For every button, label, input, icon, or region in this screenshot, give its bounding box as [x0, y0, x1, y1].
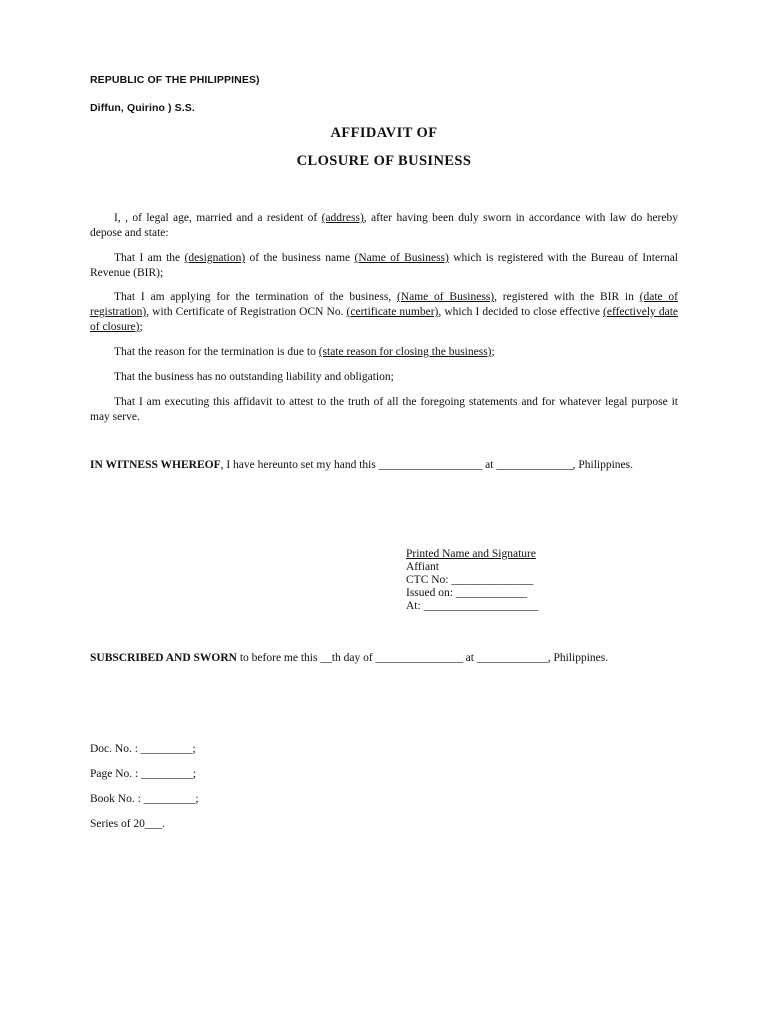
registry-series: Series of 20___.: [90, 818, 166, 830]
no-liability-paragraph: That the business has no outstanding liability and obligation;: [114, 371, 394, 383]
witness-paragraph: IN WITNESS WHEREOF, I have hereunto set my hand this ___________________ at ______________, Philippines.: [90, 459, 634, 471]
purpose-paragraph: That I am executing this affidavit to attest to the truth of all the foregoing statements and for whatever legal purpose it may serve.: [90, 396, 678, 423]
business-name-placeholder: (Name of Business): [354, 252, 449, 264]
registration-date-placeholder: (date of registration): [90, 291, 678, 318]
issued-on-line: Issued on: _____________: [406, 586, 527, 599]
subscribed-paragraph: SUBSCRIBED AND SWORN to before me this __th day of ________________ at _____________, Philippines.: [90, 652, 609, 664]
subscribed-day-blank: ________________: [375, 652, 463, 664]
subscribed-place-blank: _____________: [476, 652, 548, 664]
subscribed-lead: SUBSCRIBED AND SWORN: [90, 652, 237, 664]
witness-lead: IN WITNESS WHEREOF: [90, 459, 221, 471]
document-title-line2: CLOSURE OF BUSINESS: [296, 153, 472, 169]
signature-block: [406, 548, 538, 613]
venue-line-republic: REPUBLIC OF THE PHILIPPINES): [90, 74, 260, 86]
witness-date-blank: ___________________: [378, 459, 483, 471]
issued-at-line: At: _____________________: [406, 599, 539, 612]
reason-placeholder: (state reason for closing the business): [318, 346, 492, 358]
designation-placeholder: (designation): [184, 252, 246, 264]
printed-name-signature-label: Printed Name and Signature: [406, 548, 536, 560]
registry-doc-no: Doc. No. : _________;: [90, 743, 196, 755]
witness-place-blank: ______________: [496, 459, 573, 471]
document-title-line1: AFFIDAVIT OF: [330, 125, 438, 141]
closure-date-placeholder: (effectively date of closure): [90, 306, 679, 333]
business-name-placeholder: (Name of Business): [396, 291, 495, 303]
registry-page-no: Page No. : _________;: [90, 768, 197, 780]
affiant-intro-paragraph: I, , of legal age, married and a resident of (address), after having been duly sworn in accordance with law do hereby depose and state:: [90, 212, 678, 239]
address-placeholder: (address): [321, 212, 364, 224]
registry-book-no: Book No. : _________;: [90, 793, 199, 805]
termination-paragraph: That I am applying for the termination of the business, (Name of Business), registered with the BIR in (date of registration), with Certificate of Registration OCN No. (certificate number), which I decided to close effective (effectively date of closure);: [90, 291, 679, 333]
ctc-no-line: CTC No: _______________: [406, 573, 534, 586]
designation-paragraph: That I am the (designation) of the business name (Name of Business) which is registered with the Bureau of Internal Revenue (BIR);: [90, 252, 678, 279]
venue-line-municipality: Diffun, Quirino ) S.S.: [90, 102, 195, 114]
reason-paragraph: That the reason for the termination is due to (state reason for closing the business);: [114, 346, 495, 358]
affiant-label: Affiant: [406, 560, 440, 573]
certificate-number-placeholder: (certificate number): [346, 306, 439, 318]
